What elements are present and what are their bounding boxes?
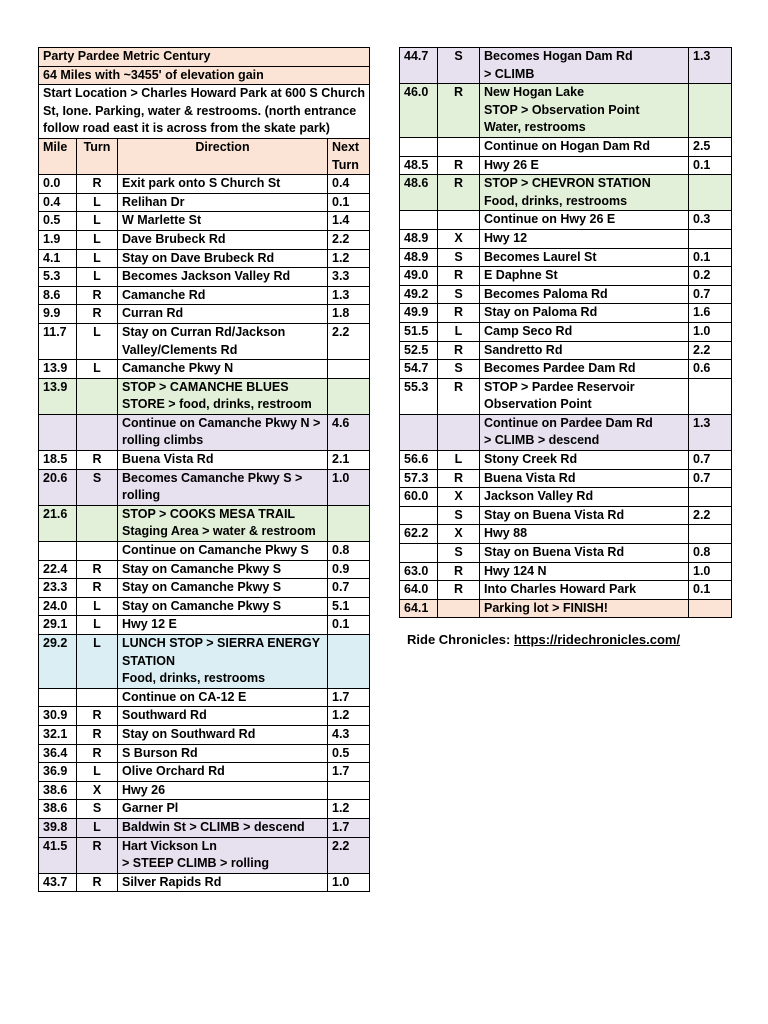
- cue-row: [39, 469, 370, 505]
- cue-row: [39, 818, 370, 837]
- cue-direction: Buena Vista Rd: [480, 469, 689, 488]
- cue-next-turn: 2.2: [689, 341, 732, 360]
- cue-direction: Camanche Pkwy N: [118, 360, 328, 379]
- cue-mile: 24.0: [39, 597, 77, 616]
- cue-row: [39, 360, 370, 379]
- cue-row: [400, 469, 732, 488]
- cue-mile: 48.9: [400, 248, 438, 267]
- cue-row: [400, 488, 732, 507]
- cue-direction: E Daphne St: [480, 267, 689, 286]
- cue-mile: 44.7: [400, 48, 438, 84]
- cue-row: [39, 268, 370, 287]
- cue-next-turn: 0.7: [328, 579, 370, 598]
- cue-next-turn: 0.1: [689, 581, 732, 600]
- cue-turn: L: [77, 268, 118, 287]
- cue-next-turn: 0.7: [689, 285, 732, 304]
- cue-direction: Southward Rd: [118, 707, 328, 726]
- cue-row: [400, 304, 732, 323]
- cue-turn: R: [438, 304, 480, 323]
- route-title: Party Pardee Metric Century: [39, 48, 370, 67]
- cue-turn: L: [77, 212, 118, 231]
- cue-row: [39, 873, 370, 892]
- column-header-next-turn: Next Turn: [328, 138, 370, 174]
- cue-direction: Continue on Camanche Pkwy S: [118, 542, 328, 561]
- column-header-turn: Turn: [77, 138, 118, 174]
- cue-direction: Becomes Laurel St: [480, 248, 689, 267]
- cue-row: [400, 156, 732, 175]
- cue-mile: 38.6: [39, 800, 77, 819]
- cue-next-turn: 0.8: [328, 542, 370, 561]
- cue-row: [400, 285, 732, 304]
- cue-next-turn: [689, 175, 732, 211]
- cue-next-turn: 2.5: [689, 137, 732, 156]
- cue-mile: [400, 506, 438, 525]
- cue-next-turn: 0.7: [689, 469, 732, 488]
- cue-mile: 18.5: [39, 451, 77, 470]
- cue-direction: Continue on Hwy 26 E: [480, 211, 689, 230]
- column-header-direction: Direction: [118, 138, 328, 174]
- cue-direction: Olive Orchard Rd: [118, 763, 328, 782]
- cue-turn: R: [77, 560, 118, 579]
- cue-mile: 32.1: [39, 725, 77, 744]
- cue-row: [39, 230, 370, 249]
- cue-mile: 56.6: [400, 451, 438, 470]
- cue-sheet-left: [38, 47, 370, 892]
- cue-next-turn: 2.2: [689, 506, 732, 525]
- cue-direction: Into Charles Howard Park: [480, 581, 689, 600]
- cue-direction: Sandretto Rd: [480, 341, 689, 360]
- cue-mile: 0.5: [39, 212, 77, 231]
- cue-next-turn: 0.1: [689, 248, 732, 267]
- cue-row: [39, 725, 370, 744]
- cue-row: [39, 542, 370, 561]
- ride-chronicles-link[interactable]: https://ridechronicles.com/: [513, 632, 681, 647]
- cue-direction: Hwy 26: [118, 781, 328, 800]
- cue-row: [39, 505, 370, 541]
- cue-row: [39, 616, 370, 635]
- cue-turn: R: [77, 873, 118, 892]
- cue-turn: L: [438, 322, 480, 341]
- cue-direction: Dave Brubeck Rd: [118, 230, 328, 249]
- cue-next-turn: 2.2: [328, 230, 370, 249]
- cue-mile: 5.3: [39, 268, 77, 287]
- cue-mile: 21.6: [39, 505, 77, 541]
- cue-mile: [39, 542, 77, 561]
- cue-row: [39, 378, 370, 414]
- cue-direction: Stony Creek Rd: [480, 451, 689, 470]
- cue-turn: X: [438, 488, 480, 507]
- cue-turn: L: [77, 230, 118, 249]
- cue-turn: L: [77, 323, 118, 359]
- cue-next-turn: 1.4: [328, 212, 370, 231]
- cue-row: [39, 707, 370, 726]
- cue-turn: R: [77, 451, 118, 470]
- cue-turn: [77, 542, 118, 561]
- cue-direction: Becomes Pardee Dam Rd: [480, 360, 689, 379]
- cue-mile: 52.5: [400, 341, 438, 360]
- cue-row: [39, 286, 370, 305]
- cue-direction: Becomes Jackson Valley Rd: [118, 268, 328, 287]
- cue-turn: R: [438, 267, 480, 286]
- cue-direction: Relihan Dr: [118, 193, 328, 212]
- cue-row: [400, 562, 732, 581]
- cue-mile: 48.6: [400, 175, 438, 211]
- cue-mile: 49.2: [400, 285, 438, 304]
- cue-row: [400, 175, 732, 211]
- cue-direction: Hwy 12: [480, 229, 689, 248]
- cue-turn: R: [438, 156, 480, 175]
- cue-row: [39, 175, 370, 194]
- cue-row: [400, 581, 732, 600]
- cue-turn: R: [77, 837, 118, 873]
- cue-next-turn: 0.9: [328, 560, 370, 579]
- cue-row: [400, 378, 732, 414]
- cue-turn: X: [438, 525, 480, 544]
- column-header-row: [39, 138, 370, 174]
- cue-mile: 20.6: [39, 469, 77, 505]
- cue-next-turn: [689, 84, 732, 138]
- cue-direction: Camp Seco Rd: [480, 322, 689, 341]
- cue-turn: X: [77, 781, 118, 800]
- cue-row: [400, 544, 732, 563]
- cue-direction: Stay on Camanche Pkwy S: [118, 579, 328, 598]
- cue-direction: Hwy 124 N: [480, 562, 689, 581]
- cue-mile: 0.4: [39, 193, 77, 212]
- cue-turn: R: [77, 725, 118, 744]
- cue-next-turn: 0.1: [328, 616, 370, 635]
- cue-row: [400, 48, 732, 84]
- cue-direction: Becomes Paloma Rd: [480, 285, 689, 304]
- cue-row: [39, 597, 370, 616]
- cue-direction: Becomes Camanche Pkwy S > rolling: [118, 469, 328, 505]
- cue-row: [39, 744, 370, 763]
- cue-mile: 48.9: [400, 229, 438, 248]
- cue-next-turn: 0.7: [689, 451, 732, 470]
- cue-direction: Stay on Buena Vista Rd: [480, 544, 689, 563]
- cue-row: [400, 248, 732, 267]
- cue-direction: STOP > CHEVRON STATION Food, drinks, restrooms: [480, 175, 689, 211]
- cue-mile: 38.6: [39, 781, 77, 800]
- cue-mile: [400, 211, 438, 230]
- cue-turn: [438, 599, 480, 618]
- cue-direction: Stay on Camanche Pkwy S: [118, 560, 328, 579]
- cue-turn: L: [77, 763, 118, 782]
- cue-mile: 13.9: [39, 360, 77, 379]
- cue-mile: 43.7: [39, 873, 77, 892]
- cue-next-turn: 2.2: [328, 323, 370, 359]
- cue-mile: 13.9: [39, 378, 77, 414]
- cue-mile: 48.5: [400, 156, 438, 175]
- cue-row: [400, 267, 732, 286]
- cue-sheet-right: [399, 47, 732, 618]
- cue-row: [400, 211, 732, 230]
- cue-direction: Stay on Paloma Rd: [480, 304, 689, 323]
- cue-next-turn: 0.4: [328, 175, 370, 194]
- cue-next-turn: [689, 525, 732, 544]
- cue-direction: Continue on CA-12 E: [118, 688, 328, 707]
- cue-mile: 62.2: [400, 525, 438, 544]
- cue-next-turn: 2.2: [328, 837, 370, 873]
- cue-turn: R: [438, 469, 480, 488]
- cue-mile: 64.0: [400, 581, 438, 600]
- cue-next-turn: 0.6: [689, 360, 732, 379]
- cue-turn: R: [438, 581, 480, 600]
- cue-row: [39, 212, 370, 231]
- cue-turn: L: [77, 635, 118, 689]
- cue-direction: STOP > CAMANCHE BLUES STORE > food, drinks, restroom: [118, 378, 328, 414]
- cue-mile: [400, 137, 438, 156]
- cue-mile: 22.4: [39, 560, 77, 579]
- cue-direction: LUNCH STOP > SIERRA ENERGY STATION Food, drinks, restrooms: [118, 635, 328, 689]
- cue-next-turn: 0.8: [689, 544, 732, 563]
- cue-turn: L: [77, 616, 118, 635]
- cue-turn: L: [77, 597, 118, 616]
- cue-direction: Silver Rapids Rd: [118, 873, 328, 892]
- cue-next-turn: 1.0: [689, 562, 732, 581]
- subtitle-row: [39, 66, 370, 85]
- route-subtitle: 64 Miles with ~3455' of elevation gain: [39, 66, 370, 85]
- start-location: Start Location > Charles Howard Park at 600 S Church St, Ione. Parking, water & restrooms. (north entrance follow road east it is across from the skate park): [39, 85, 370, 139]
- cue-direction: S Burson Rd: [118, 744, 328, 763]
- cue-row: [39, 414, 370, 450]
- cue-direction: Stay on Buena Vista Rd: [480, 506, 689, 525]
- cue-turn: R: [77, 175, 118, 194]
- cue-direction: Stay on Curran Rd/Jackson Valley/Clements Rd: [118, 323, 328, 359]
- cue-mile: 46.0: [400, 84, 438, 138]
- cue-mile: 36.4: [39, 744, 77, 763]
- cue-row: [39, 305, 370, 324]
- cue-mile: 63.0: [400, 562, 438, 581]
- cue-mile: 4.1: [39, 249, 77, 268]
- cue-next-turn: 1.7: [328, 688, 370, 707]
- cue-direction: Jackson Valley Rd: [480, 488, 689, 507]
- cue-direction: Stay on Camanche Pkwy S: [118, 597, 328, 616]
- cue-next-turn: 5.1: [328, 597, 370, 616]
- cue-direction: Becomes Hogan Dam Rd > CLIMB: [480, 48, 689, 84]
- cue-turn: S: [77, 800, 118, 819]
- cue-row: [39, 781, 370, 800]
- cue-turn: R: [77, 579, 118, 598]
- cue-next-turn: 4.6: [328, 414, 370, 450]
- cue-row: [39, 451, 370, 470]
- cue-row: [400, 506, 732, 525]
- cue-next-turn: [328, 635, 370, 689]
- cue-turn: R: [77, 744, 118, 763]
- cue-direction: Stay on Dave Brubeck Rd: [118, 249, 328, 268]
- cue-turn: R: [438, 341, 480, 360]
- cue-row: [400, 84, 732, 138]
- cue-row: [400, 451, 732, 470]
- cue-next-turn: [689, 488, 732, 507]
- cue-next-turn: 0.2: [689, 267, 732, 286]
- cue-mile: 60.0: [400, 488, 438, 507]
- cue-row: [400, 525, 732, 544]
- cue-direction: Stay on Southward Rd: [118, 725, 328, 744]
- cue-row: [39, 635, 370, 689]
- cue-next-turn: 0.1: [328, 193, 370, 212]
- cue-direction: Garner Pl: [118, 800, 328, 819]
- cue-mile: 57.3: [400, 469, 438, 488]
- cue-turn: L: [77, 818, 118, 837]
- cue-next-turn: 1.3: [328, 286, 370, 305]
- cue-turn: S: [438, 248, 480, 267]
- cue-direction: Hwy 12 E: [118, 616, 328, 635]
- cue-next-turn: [328, 781, 370, 800]
- cue-row: [400, 599, 732, 618]
- cue-next-turn: 1.3: [689, 414, 732, 450]
- cue-direction: Continue on Pardee Dam Rd > CLIMB > descend: [480, 414, 689, 450]
- cue-row: [39, 560, 370, 579]
- cue-turn: S: [438, 360, 480, 379]
- cue-turn: [77, 505, 118, 541]
- cue-row: [400, 414, 732, 450]
- cue-turn: L: [77, 360, 118, 379]
- cue-mile: [400, 414, 438, 450]
- cue-next-turn: 1.7: [328, 818, 370, 837]
- cue-turn: [438, 211, 480, 230]
- cue-mile: 29.2: [39, 635, 77, 689]
- cue-mile: 9.9: [39, 305, 77, 324]
- cue-mile: 36.9: [39, 763, 77, 782]
- cue-turn: [77, 688, 118, 707]
- cue-turn: S: [438, 506, 480, 525]
- start-row: [39, 85, 370, 139]
- cue-next-turn: 1.8: [328, 305, 370, 324]
- cue-mile: 30.9: [39, 707, 77, 726]
- cue-next-turn: [328, 360, 370, 379]
- cue-row: [39, 323, 370, 359]
- cue-direction: Camanche Rd: [118, 286, 328, 305]
- cue-mile: 8.6: [39, 286, 77, 305]
- cue-direction: Curran Rd: [118, 305, 328, 324]
- cue-turn: X: [438, 229, 480, 248]
- cue-turn: R: [438, 562, 480, 581]
- cue-direction: New Hogan Lake STOP > Observation Point Water, restrooms: [480, 84, 689, 138]
- cue-direction: Continue on Camanche Pkwy N > rolling climbs: [118, 414, 328, 450]
- cue-next-turn: 3.3: [328, 268, 370, 287]
- cue-mile: 49.0: [400, 267, 438, 286]
- cue-mile: 51.5: [400, 322, 438, 341]
- cue-next-turn: 4.3: [328, 725, 370, 744]
- cue-direction: Hwy 88: [480, 525, 689, 544]
- cue-mile: 55.3: [400, 378, 438, 414]
- cue-row: [39, 579, 370, 598]
- cue-next-turn: 1.0: [689, 322, 732, 341]
- cue-direction: Hwy 26 E: [480, 156, 689, 175]
- cue-mile: 49.9: [400, 304, 438, 323]
- cue-mile: 39.8: [39, 818, 77, 837]
- cue-turn: S: [438, 48, 480, 84]
- cue-next-turn: 1.7: [328, 763, 370, 782]
- cue-turn: [438, 414, 480, 450]
- cue-next-turn: 1.0: [328, 469, 370, 505]
- cue-next-turn: 1.2: [328, 249, 370, 268]
- cue-mile: 1.9: [39, 230, 77, 249]
- cue-row: [400, 360, 732, 379]
- cue-turn: R: [438, 378, 480, 414]
- cue-direction: Parking lot > FINISH!: [480, 599, 689, 618]
- cue-next-turn: [328, 378, 370, 414]
- cue-next-turn: 1.2: [328, 800, 370, 819]
- footer: [407, 632, 680, 647]
- cue-turn: R: [77, 305, 118, 324]
- title-row: [39, 48, 370, 67]
- cue-direction: STOP > Pardee Reservoir Observation Point: [480, 378, 689, 414]
- cue-direction: Hart Vickson Ln > STEEP CLIMB > rolling: [118, 837, 328, 873]
- cue-row: [39, 800, 370, 819]
- cue-direction: W Marlette St: [118, 212, 328, 231]
- cue-turn: [77, 378, 118, 414]
- cue-next-turn: [689, 229, 732, 248]
- cue-mile: 41.5: [39, 837, 77, 873]
- cue-next-turn: 1.6: [689, 304, 732, 323]
- cue-turn: R: [77, 707, 118, 726]
- cue-direction: Baldwin St > CLIMB > descend: [118, 818, 328, 837]
- cue-turn: L: [77, 249, 118, 268]
- cue-turn: L: [77, 193, 118, 212]
- cue-mile: 64.1: [400, 599, 438, 618]
- cue-turn: [438, 137, 480, 156]
- cue-next-turn: 1.0: [328, 873, 370, 892]
- cue-row: [39, 193, 370, 212]
- cue-mile: 11.7: [39, 323, 77, 359]
- cue-next-turn: [689, 378, 732, 414]
- cue-turn: [77, 414, 118, 450]
- cue-turn: S: [438, 544, 480, 563]
- cue-mile: [39, 688, 77, 707]
- cue-row: [400, 229, 732, 248]
- cue-mile: 54.7: [400, 360, 438, 379]
- cue-mile: [400, 544, 438, 563]
- cue-row: [39, 688, 370, 707]
- cue-row: [400, 137, 732, 156]
- cue-turn: S: [77, 469, 118, 505]
- cue-next-turn: 0.1: [689, 156, 732, 175]
- footer-label: Ride Chronicles:: [407, 632, 514, 647]
- cue-row: [400, 341, 732, 360]
- cue-mile: 23.3: [39, 579, 77, 598]
- cue-next-turn: [689, 599, 732, 618]
- cue-mile: [39, 414, 77, 450]
- cue-turn: R: [438, 175, 480, 211]
- cue-next-turn: 0.3: [689, 211, 732, 230]
- cue-row: [400, 322, 732, 341]
- cue-next-turn: 2.1: [328, 451, 370, 470]
- cue-direction: STOP > COOKS MESA TRAIL Staging Area > water & restroom: [118, 505, 328, 541]
- cue-mile: 29.1: [39, 616, 77, 635]
- cue-turn: S: [438, 285, 480, 304]
- cue-next-turn: 1.3: [689, 48, 732, 84]
- cue-turn: L: [438, 451, 480, 470]
- cue-direction: Exit park onto S Church St: [118, 175, 328, 194]
- cue-mile: 0.0: [39, 175, 77, 194]
- cue-direction: Continue on Hogan Dam Rd: [480, 137, 689, 156]
- cue-next-turn: 1.2: [328, 707, 370, 726]
- cue-next-turn: 0.5: [328, 744, 370, 763]
- cue-turn: R: [438, 84, 480, 138]
- cue-direction: Buena Vista Rd: [118, 451, 328, 470]
- cue-turn: R: [77, 286, 118, 305]
- column-header-mile: Mile: [39, 138, 77, 174]
- cue-row: [39, 249, 370, 268]
- cue-next-turn: [328, 505, 370, 541]
- cue-row: [39, 837, 370, 873]
- cue-row: [39, 763, 370, 782]
